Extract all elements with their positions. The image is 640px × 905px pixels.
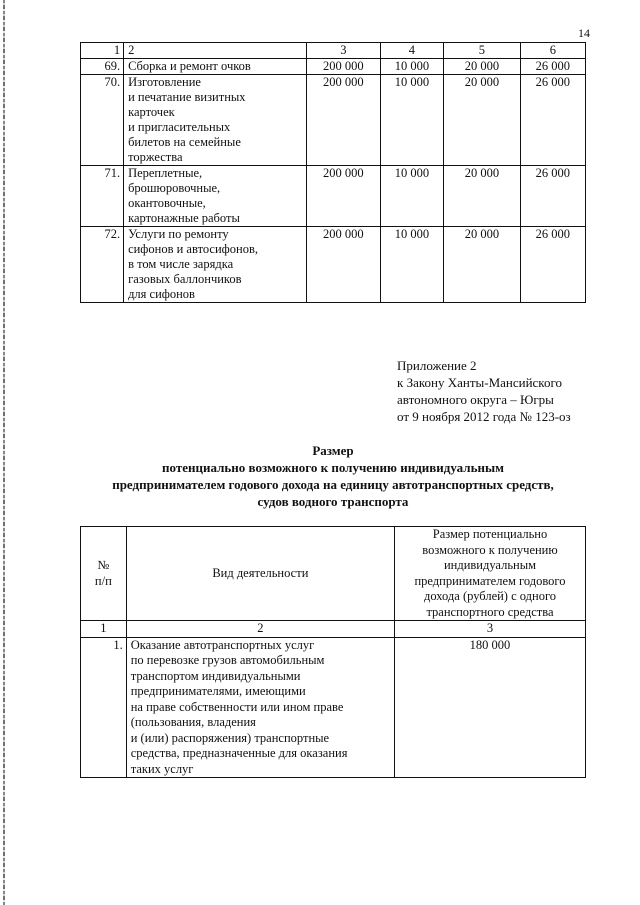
activity-line: торжества	[128, 150, 183, 164]
activity-line: билетов на семейные	[128, 135, 241, 149]
col-index-1: 1	[81, 621, 127, 638]
row-number: 69.	[81, 59, 124, 75]
header-number	[81, 527, 127, 621]
value-cell: 26 000	[520, 75, 585, 166]
value-cell: 10 000	[380, 59, 443, 75]
table-row	[81, 227, 586, 303]
table-index-row	[81, 621, 586, 638]
activity-cell	[126, 637, 394, 778]
header-number-line: п/п	[94, 573, 112, 588]
heading-line: потенциально возможного к получению индивидуальным	[162, 460, 504, 475]
value-cell: 200 000	[306, 75, 380, 166]
page-number: 14	[578, 26, 590, 40]
appendix-line: Приложение 2	[397, 358, 477, 373]
col-index-2: 2	[126, 621, 394, 638]
table-index-row	[81, 43, 586, 59]
value-cell: 200 000	[306, 166, 380, 227]
header-amount-line: возможного к получению	[422, 542, 558, 557]
activity-line: газовых баллончиков	[128, 272, 242, 286]
table-header-row	[81, 527, 586, 621]
value-cell: 26 000	[520, 59, 585, 75]
heading-line: Размер	[312, 443, 354, 458]
rates-table-continued	[80, 42, 586, 303]
table-row	[81, 59, 586, 75]
header-amount	[394, 527, 585, 621]
header-activity: Вид деятельности	[126, 527, 394, 621]
activity-cell	[124, 75, 307, 166]
row-number: 71.	[81, 166, 124, 227]
col-index-2: 2	[124, 43, 307, 59]
value-cell: 20 000	[444, 227, 521, 303]
activity-line: средства, предназначенные для оказания	[130, 746, 348, 760]
activity-line: и (или) распоряжения) транспортные	[130, 730, 330, 745]
activity-line: и печатание визитных	[128, 90, 246, 104]
value-cell: 26 000	[520, 227, 585, 303]
heading-line: предпринимателем годового дохода на единицу автотранспортных средств,	[112, 477, 554, 492]
value-cell: 10 000	[380, 75, 443, 166]
activity-line: (пользования, владения	[130, 715, 256, 729]
transport-income-table	[80, 526, 586, 778]
row-number: 70.	[81, 75, 124, 166]
value-cell: 10 000	[380, 166, 443, 227]
value-cell: 20 000	[444, 75, 521, 166]
table-row	[81, 637, 586, 778]
activity-line: сифонов и автосифонов,	[128, 242, 258, 256]
activity-line: Услуги по ремонту	[128, 227, 229, 241]
activity-line: по перевозке грузов автомобильным	[130, 653, 325, 667]
appendix-line: от 9 ноября 2012 года № 123-оз	[397, 409, 571, 424]
appendix-reference	[397, 357, 571, 425]
activity-line: Сборка и ремонт очков	[128, 59, 251, 73]
activity-line: предпринимателями, имеющими	[130, 684, 306, 698]
col-index-3: 3	[306, 43, 380, 59]
activity-line: на праве собственности или ином праве	[130, 699, 344, 714]
col-index-3: 3	[394, 621, 585, 638]
activity-line: Изготовление	[128, 75, 201, 89]
table-row	[81, 166, 586, 227]
activity-cell	[124, 59, 307, 75]
table-row	[81, 75, 586, 166]
activity-line: картонажные работы	[128, 211, 240, 225]
appendix-line: к Закону Ханты-Мансийского	[397, 375, 562, 390]
activity-line: таких услуг	[130, 761, 194, 776]
heading-line: судов водного транспорта	[257, 494, 409, 509]
header-number-line: №	[97, 558, 110, 572]
scan-edge	[3, 0, 5, 905]
activity-cell	[124, 166, 307, 227]
activity-line: окантовочные,	[128, 196, 206, 210]
row-number: 72.	[81, 227, 124, 303]
header-amount-line: транспортного средства	[426, 604, 554, 619]
header-amount-line: индивидуальным	[443, 558, 537, 572]
activity-line: Переплетные,	[128, 166, 203, 180]
header-amount-line: дохода (рублей) с одного	[423, 589, 557, 603]
activity-line: брошюровочные,	[128, 181, 221, 195]
col-index-4: 4	[380, 43, 443, 59]
value-cell: 20 000	[444, 59, 521, 75]
value-cell: 200 000	[306, 59, 380, 75]
amount-cell: 180 000	[394, 637, 585, 778]
col-index-1: 1	[81, 43, 124, 59]
section-heading	[80, 442, 586, 510]
appendix-line: автономного округа – Югры	[397, 392, 554, 407]
value-cell: 20 000	[444, 166, 521, 227]
activity-line: в том числе зарядка	[128, 257, 234, 271]
header-amount-line: предпринимателем годового	[414, 573, 566, 588]
activity-line: Оказание автотранспортных услуг	[130, 637, 315, 652]
col-index-6: 6	[520, 43, 585, 59]
activity-line: для сифонов	[128, 287, 195, 301]
activity-cell	[124, 227, 307, 303]
value-cell: 26 000	[520, 166, 585, 227]
row-number: 1.	[81, 637, 127, 778]
activity-line: карточек	[128, 105, 175, 119]
header-amount-line: Размер потенциально	[432, 527, 548, 541]
value-cell: 200 000	[306, 227, 380, 303]
activity-line: транспортом индивидуальными	[130, 668, 301, 683]
activity-line: и пригласительных	[128, 120, 231, 134]
col-index-5: 5	[444, 43, 521, 59]
value-cell: 10 000	[380, 227, 443, 303]
